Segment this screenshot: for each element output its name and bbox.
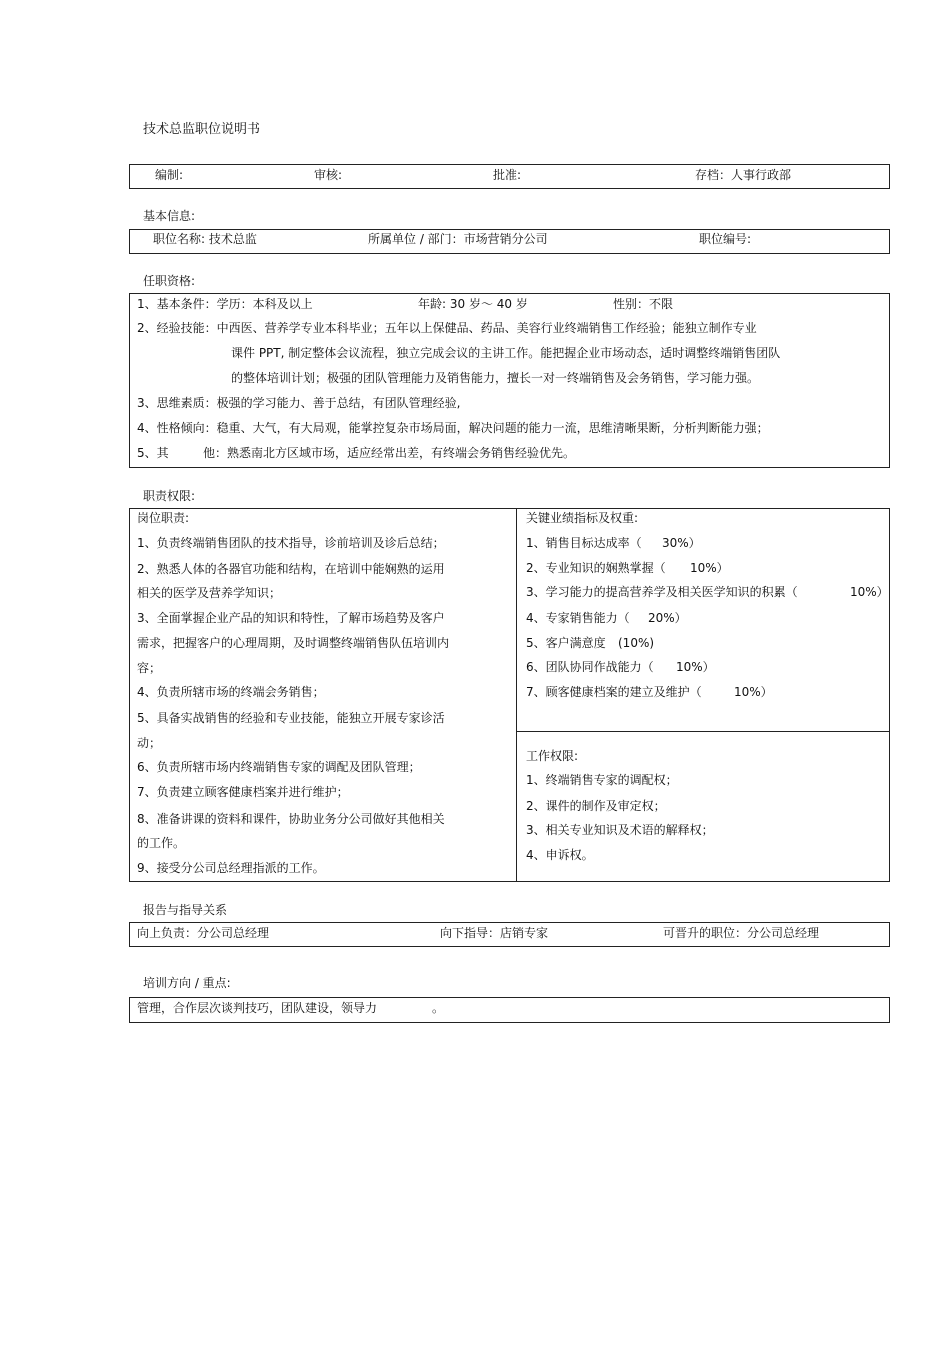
- duty-line: 9、接受分公司总经理指派的工作。: [137, 861, 325, 875]
- kpi-divider: [516, 731, 890, 732]
- kpi-value: 10%）: [690, 561, 729, 575]
- archive-field: 存档：人事行政部: [695, 168, 792, 182]
- review-field: 审核:: [314, 168, 343, 182]
- duty-line: 容；: [137, 661, 162, 675]
- authority-heading: 工作权限:: [526, 749, 579, 763]
- duties-left-heading: 岗位职责:: [137, 511, 190, 525]
- kpi-value: 10%）: [676, 660, 715, 674]
- kpi-value: 10%）: [850, 585, 889, 599]
- duty-line: 的工作。: [137, 836, 186, 850]
- kpi-label: 1、销售目标达成率（: [526, 536, 642, 550]
- duty-line: 4、负责所辖市场的终端会务销售；: [137, 685, 325, 699]
- kpi-value: 10%）: [734, 685, 773, 699]
- kpi-value: 30%）: [662, 536, 701, 550]
- duty-line: 7、负责建立顾客健康档案并进行维护；: [137, 785, 349, 799]
- kpi-label: 4、专家销售能力（: [526, 611, 630, 625]
- department-field: 所属单位 / 部门：市场营销分公司: [368, 232, 548, 246]
- authority-line: 3、相关专业知识及术语的解释权；: [526, 823, 714, 837]
- duty-line: 5、具备实战销售的经验和专业技能，能独立开展专家诊活: [137, 711, 445, 725]
- kpi-label: 5、客户满意度: [526, 636, 606, 650]
- kpi-label: 7、顾客健康档案的建立及维护（: [526, 685, 702, 699]
- kpi-heading: 关键业绩指标及权重:: [526, 511, 639, 525]
- report-promotion: 可晋升的职位：分公司总经理: [663, 926, 820, 940]
- duties-heading: 职责权限:: [143, 489, 196, 503]
- approve-field: 批准:: [493, 168, 522, 182]
- position-code-field: 职位编号:: [699, 232, 752, 246]
- qual-experience-line: 2、经验技能：中西医、营养学专业本科毕业；五年以上保健品、药品、美容行业终端销售工作经验；能独立制作专业: [137, 321, 757, 335]
- qual-gender: 性别：不限: [613, 297, 674, 311]
- qual-other-label: 5、其: [137, 446, 169, 460]
- qual-experience-line: 课件 PPT, 制定整体会议流程，独立完成会议的主讲工作。能把握企业市场动态，适时调整终端销售团队: [231, 346, 781, 360]
- qual-personality: 4、性格倾向：稳重、大气，有大局观，能掌控复杂市场局面，解决问题的能力一流，思维清晰果断，分析判断能力强；: [137, 421, 769, 435]
- report-up: 向上负责：分公司总经理: [137, 926, 270, 940]
- duty-line: 3、全面掌握企业产品的知识和特性，了解市场趋势及客户: [137, 611, 445, 625]
- kpi-value: 20%）: [648, 611, 687, 625]
- authority-line: 1、终端销售专家的调配权；: [526, 773, 678, 787]
- position-name-field: 职位名称: 技术总监: [153, 232, 257, 246]
- training-content-end: 。: [432, 1001, 445, 1015]
- report-down: 向下指导：店销专家: [440, 926, 549, 940]
- duty-line: 6、负责所辖市场内终端销售专家的调配及团队管理；: [137, 760, 421, 774]
- duty-line: 相关的医学及营养学知识；: [137, 586, 282, 600]
- qual-thinking: 3、思维素质：极强的学习能力、善于总结，有团队管理经验,: [137, 396, 461, 410]
- compile-field: 编制:: [155, 168, 184, 182]
- basic-info-heading: 基本信息:: [143, 209, 196, 223]
- authority-line: 4、申诉权。: [526, 848, 594, 862]
- training-heading: 培训方向 / 重点:: [143, 976, 231, 990]
- page-title: 技术总监职位说明书: [143, 122, 261, 137]
- duty-line: 1、负责终端销售团队的技术指导，诊前培训及诊后总结；: [137, 536, 445, 550]
- duty-line: 需求，把握客户的心理周期，及时调整终端销售队伍培训内: [137, 636, 450, 650]
- duty-line: 动；: [137, 736, 162, 750]
- duty-line: 8、准备讲课的资料和课件，协助业务分公司做好其他相关: [137, 812, 445, 826]
- authority-line: 2、课件的制作及审定权；: [526, 799, 666, 813]
- duties-divider: [516, 508, 517, 882]
- qualifications-heading: 任职资格:: [143, 274, 196, 288]
- duty-line: 2、熟悉人体的各器官功能和结构，在培训中能娴熟的运用: [137, 562, 445, 576]
- qual-age: 年龄: 30 岁～ 40 岁: [418, 297, 528, 311]
- kpi-value: (10%): [618, 636, 655, 650]
- reporting-heading: 报告与指导关系: [143, 903, 228, 917]
- qual-other: 他：熟悉南北方区域市场，适应经常出差，有终端会务销售经验优先。: [203, 446, 576, 460]
- qual-experience-line: 的整体培训计划；极强的团队管理能力及销售能力，擅长一对一终端销售及会务销售，学习能力强。: [231, 371, 760, 385]
- kpi-label: 6、团队协同作战能力（: [526, 660, 654, 674]
- qual-basic-conditions: 1、基本条件：学历：本科及以上: [137, 297, 313, 311]
- kpi-label: 2、专业知识的娴熟掌握（: [526, 561, 666, 575]
- training-content: 管理，合作层次谈判技巧，团队建设，领导力: [137, 1001, 378, 1015]
- kpi-label: 3、学习能力的提高营养学及相关医学知识的积累（: [526, 585, 798, 599]
